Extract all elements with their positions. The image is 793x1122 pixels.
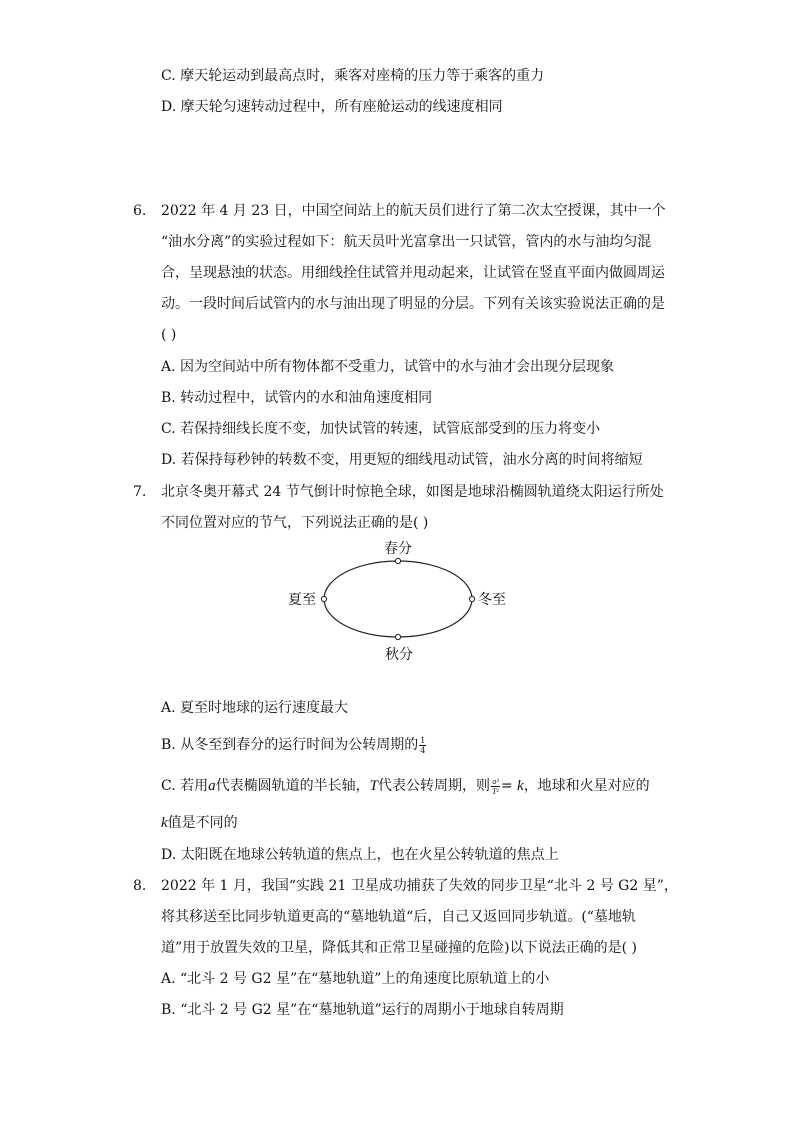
question-6-stem-line-2: “油水分离”的实验过程如下：航天员叶光富拿出一只试管，管内的水与油均匀混 <box>161 234 652 250</box>
question-7-option-d: D. 太阳既在地球公转轨道的焦点上，也在火星公转轨道的焦点上 <box>161 847 559 863</box>
var-k-2: k <box>161 815 168 831</box>
fraction-numerator: 1 <box>420 735 426 745</box>
prev-option-d: D. 摩天轮匀速转动过程中，所有座舱运动的线速度相同 <box>161 99 503 115</box>
question-7-option-a: A. 夏至时地球的运行速度最大 <box>161 700 349 716</box>
orbit-point-top <box>395 558 400 563</box>
orbit-ellipse <box>324 561 472 637</box>
question-6-stem-line-4: 动。一段时间后试管内的水与油出现了明显的分层。下列有关该实验说法正确的是 <box>161 296 665 312</box>
orbit-point-bottom <box>395 634 400 639</box>
question-7-stem-line-1: 北京冬奥开幕式 24 节气倒计时惊艳全球，如图是地球沿椭圆轨道绕太阳运行所处 <box>161 484 664 500</box>
question-8-stem-line-1: 2022 年 1 月，我国“实践 21 卫星成功捕获了失效的同步卫星“北斗 2 号 G2 星”， <box>161 878 678 894</box>
option-c-text-2: 代表椭圆轨道的半长轴， <box>215 778 370 794</box>
question-6-option-a: A. 因为空间站中所有物体都不受重力，试管中的水与油才会出现分层现象 <box>161 359 615 375</box>
question-6-number: 6. <box>133 203 147 219</box>
fraction-numerator: a³ <box>492 776 499 786</box>
fraction-one-quarter <box>419 736 426 755</box>
question-7-stem-line-2: 不同位置对应的节气，下列说法正确的是( ) <box>161 515 429 531</box>
question-6-stem-line-3: 合，呈现悬浊的状态。用细线拴住试管并甩动起来，让试管在竖直平面内做圆周运 <box>161 265 665 281</box>
var-t: T <box>369 778 378 794</box>
orbit-point-right <box>469 596 474 601</box>
var-k: k <box>517 778 524 794</box>
question-7-number: 7. <box>133 484 147 500</box>
question-8-option-b: B. “北斗 2 号 G2 星”在“墓地轨道”运行的周期小于地球自转周期 <box>161 1002 564 1018</box>
option-c-text-1: C. 若用 <box>161 778 209 794</box>
question-6-option-c: C. 若保持细线长度不变，加快试管的转速，试管底部受到的压力将变小 <box>161 421 601 437</box>
question-6-option-b: B. 转动过程中，试管内的水和油角速度相同 <box>161 390 433 406</box>
equals-sign: = <box>500 778 518 794</box>
fraction-kepler <box>491 777 500 796</box>
prev-option-c: C. 摩天轮运动到最高点时，乘客对座椅的压力等于乘客的重力 <box>161 68 545 84</box>
label-spring-equinox: 春分 <box>384 541 412 557</box>
question-6-option-d: D. 若保持每秒钟的转数不变，用更短的细线甩动试管，油水分离的时间将缩短 <box>161 452 643 468</box>
label-autumn-equinox: 秋分 <box>385 647 413 663</box>
fraction-denominator: 4 <box>420 745 426 755</box>
question-7-option-c-line-2 <box>161 813 238 833</box>
question-7-option-b-text: B. 从冬至到春分的运行时间为公转周期的 <box>161 737 419 753</box>
question-6-stem-line-1: 2022 年 4 月 23 日，中国空间站上的航天员们进行了第二次太空授课，其中一个 <box>161 203 666 219</box>
question-7-option-c <box>161 776 650 796</box>
question-8-stem-line-2: 将其移送至比同步轨道更高的“墓地轨道“后，自己又返回同步轨道。(“墓地轨 <box>161 909 636 925</box>
orbit-point-left <box>321 596 326 601</box>
option-c-text-3: 代表公转周期，则 <box>377 778 490 794</box>
option-c-text-6: 值是不同的 <box>167 815 238 831</box>
option-c-text-5: ，地球和火星对应的 <box>523 778 650 794</box>
fraction-denominator: T² <box>491 786 499 796</box>
question-6-answer-bracket: ( ) <box>161 327 177 343</box>
var-a: a <box>208 778 216 794</box>
label-winter-solstice: 冬至 <box>478 592 506 608</box>
question-8-number: 8. <box>133 878 147 894</box>
label-summer-solstice: 夏至 <box>288 592 316 608</box>
question-7-option-b <box>161 735 427 755</box>
question-8-stem-line-3: 道”用于放置失效的卫星，降低其和正常卫星碰撞的危险)以下说法正确的是( ) <box>161 940 637 956</box>
question-8-option-a: A. “北斗 2 号 G2 星”在“墓地轨道”上的角速度比原轨道上的小 <box>161 971 550 987</box>
